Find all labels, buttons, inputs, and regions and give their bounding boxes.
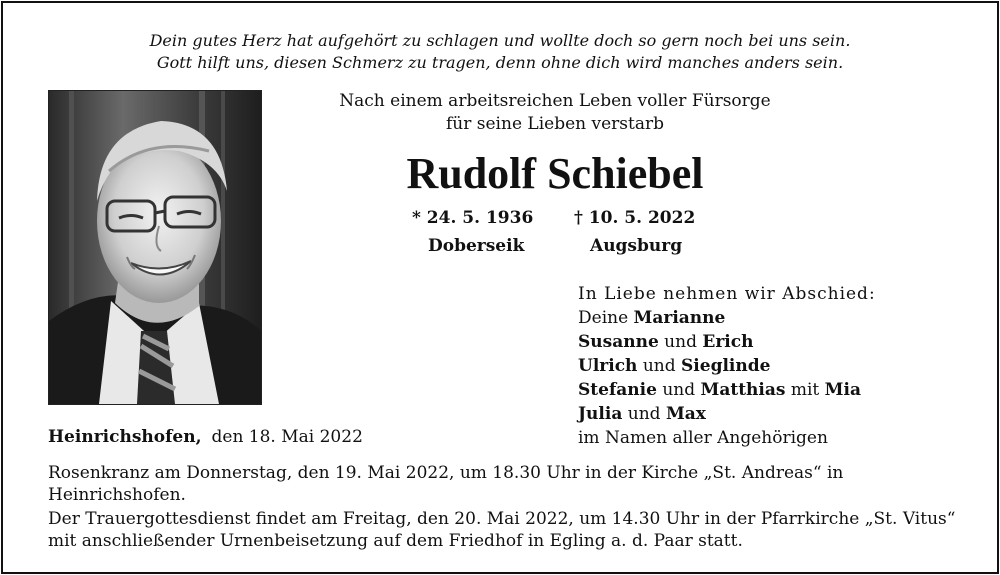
name-stefanie: Stefanie [578,380,657,400]
word-und: und [627,404,661,424]
name-julia: Julia [578,404,623,424]
name-sieglinde: Sieglinde [681,356,771,376]
word-und: und [662,380,696,400]
funeral-notice: Der Trauergottesdienst findet am Freitag, den 20. Mai 2022, um 14.30 Uhr in der Pfarrkirche „St. Vitus“ mit anschließender Urnenbeisetzung auf dem Friedhof in Egling a. d. Paar statt. [48,509,956,551]
intro-line-2: für seine Lieben verstarb [446,114,664,134]
mourner-line-2 [578,330,861,354]
portrait-photo [48,90,262,405]
name-ulrich: Ulrich [578,356,638,376]
birth-place: Doberseik [428,236,525,256]
place-date-text: den 18. Mai 2022 [211,427,363,447]
intro-line-1: Nach einem arbeitsreichen Leben voller Fürsorge [339,91,771,111]
mourner-line-4 [578,378,861,402]
farewell-line: In Liebe nehmen wir Abschied: [578,284,876,304]
verse-line-2: Gott hilft uns, diesen Schmerz zu tragen, denn ohne dich wird manches anders sein. [156,53,844,72]
birth-date: * 24. 5. 1936 [412,208,534,228]
mourner-list [578,306,861,450]
name-erich: Erich [702,332,754,352]
death-place: Augsburg [590,236,683,256]
place-town: Heinrichshofen, [48,427,202,447]
name-max: Max [665,404,706,424]
verse-line-1: Dein gutes Herz hat aufgehört zu schlagen und wollte doch so gern noch bei uns sein. [149,31,851,50]
mourner-closing: im Namen aller Angehörigen [578,428,828,448]
death-date: † 10. 5. 2022 [574,208,696,228]
deceased-name: Rudolf Schiebel [406,149,704,198]
mourner-line-5 [578,402,861,426]
word-mit: mit [790,380,820,400]
name-mia: Mia [824,380,861,400]
name-marianne: Marianne [633,308,726,328]
place-date [48,426,363,448]
word-und: und [642,356,676,376]
word-deine: Deine [578,308,629,328]
name-susanne: Susanne [578,332,659,352]
name-matthias: Matthias [700,380,786,400]
word-und: und [664,332,697,352]
mourner-line-3 [578,354,861,378]
rosary-notice: Rosenkranz am Donnerstag, den 19. Mai 2022, um 18.30 Uhr in der Kirche „St. Andreas“ in Heinrichshofen. [48,463,844,505]
mourner-line-1 [578,306,861,330]
